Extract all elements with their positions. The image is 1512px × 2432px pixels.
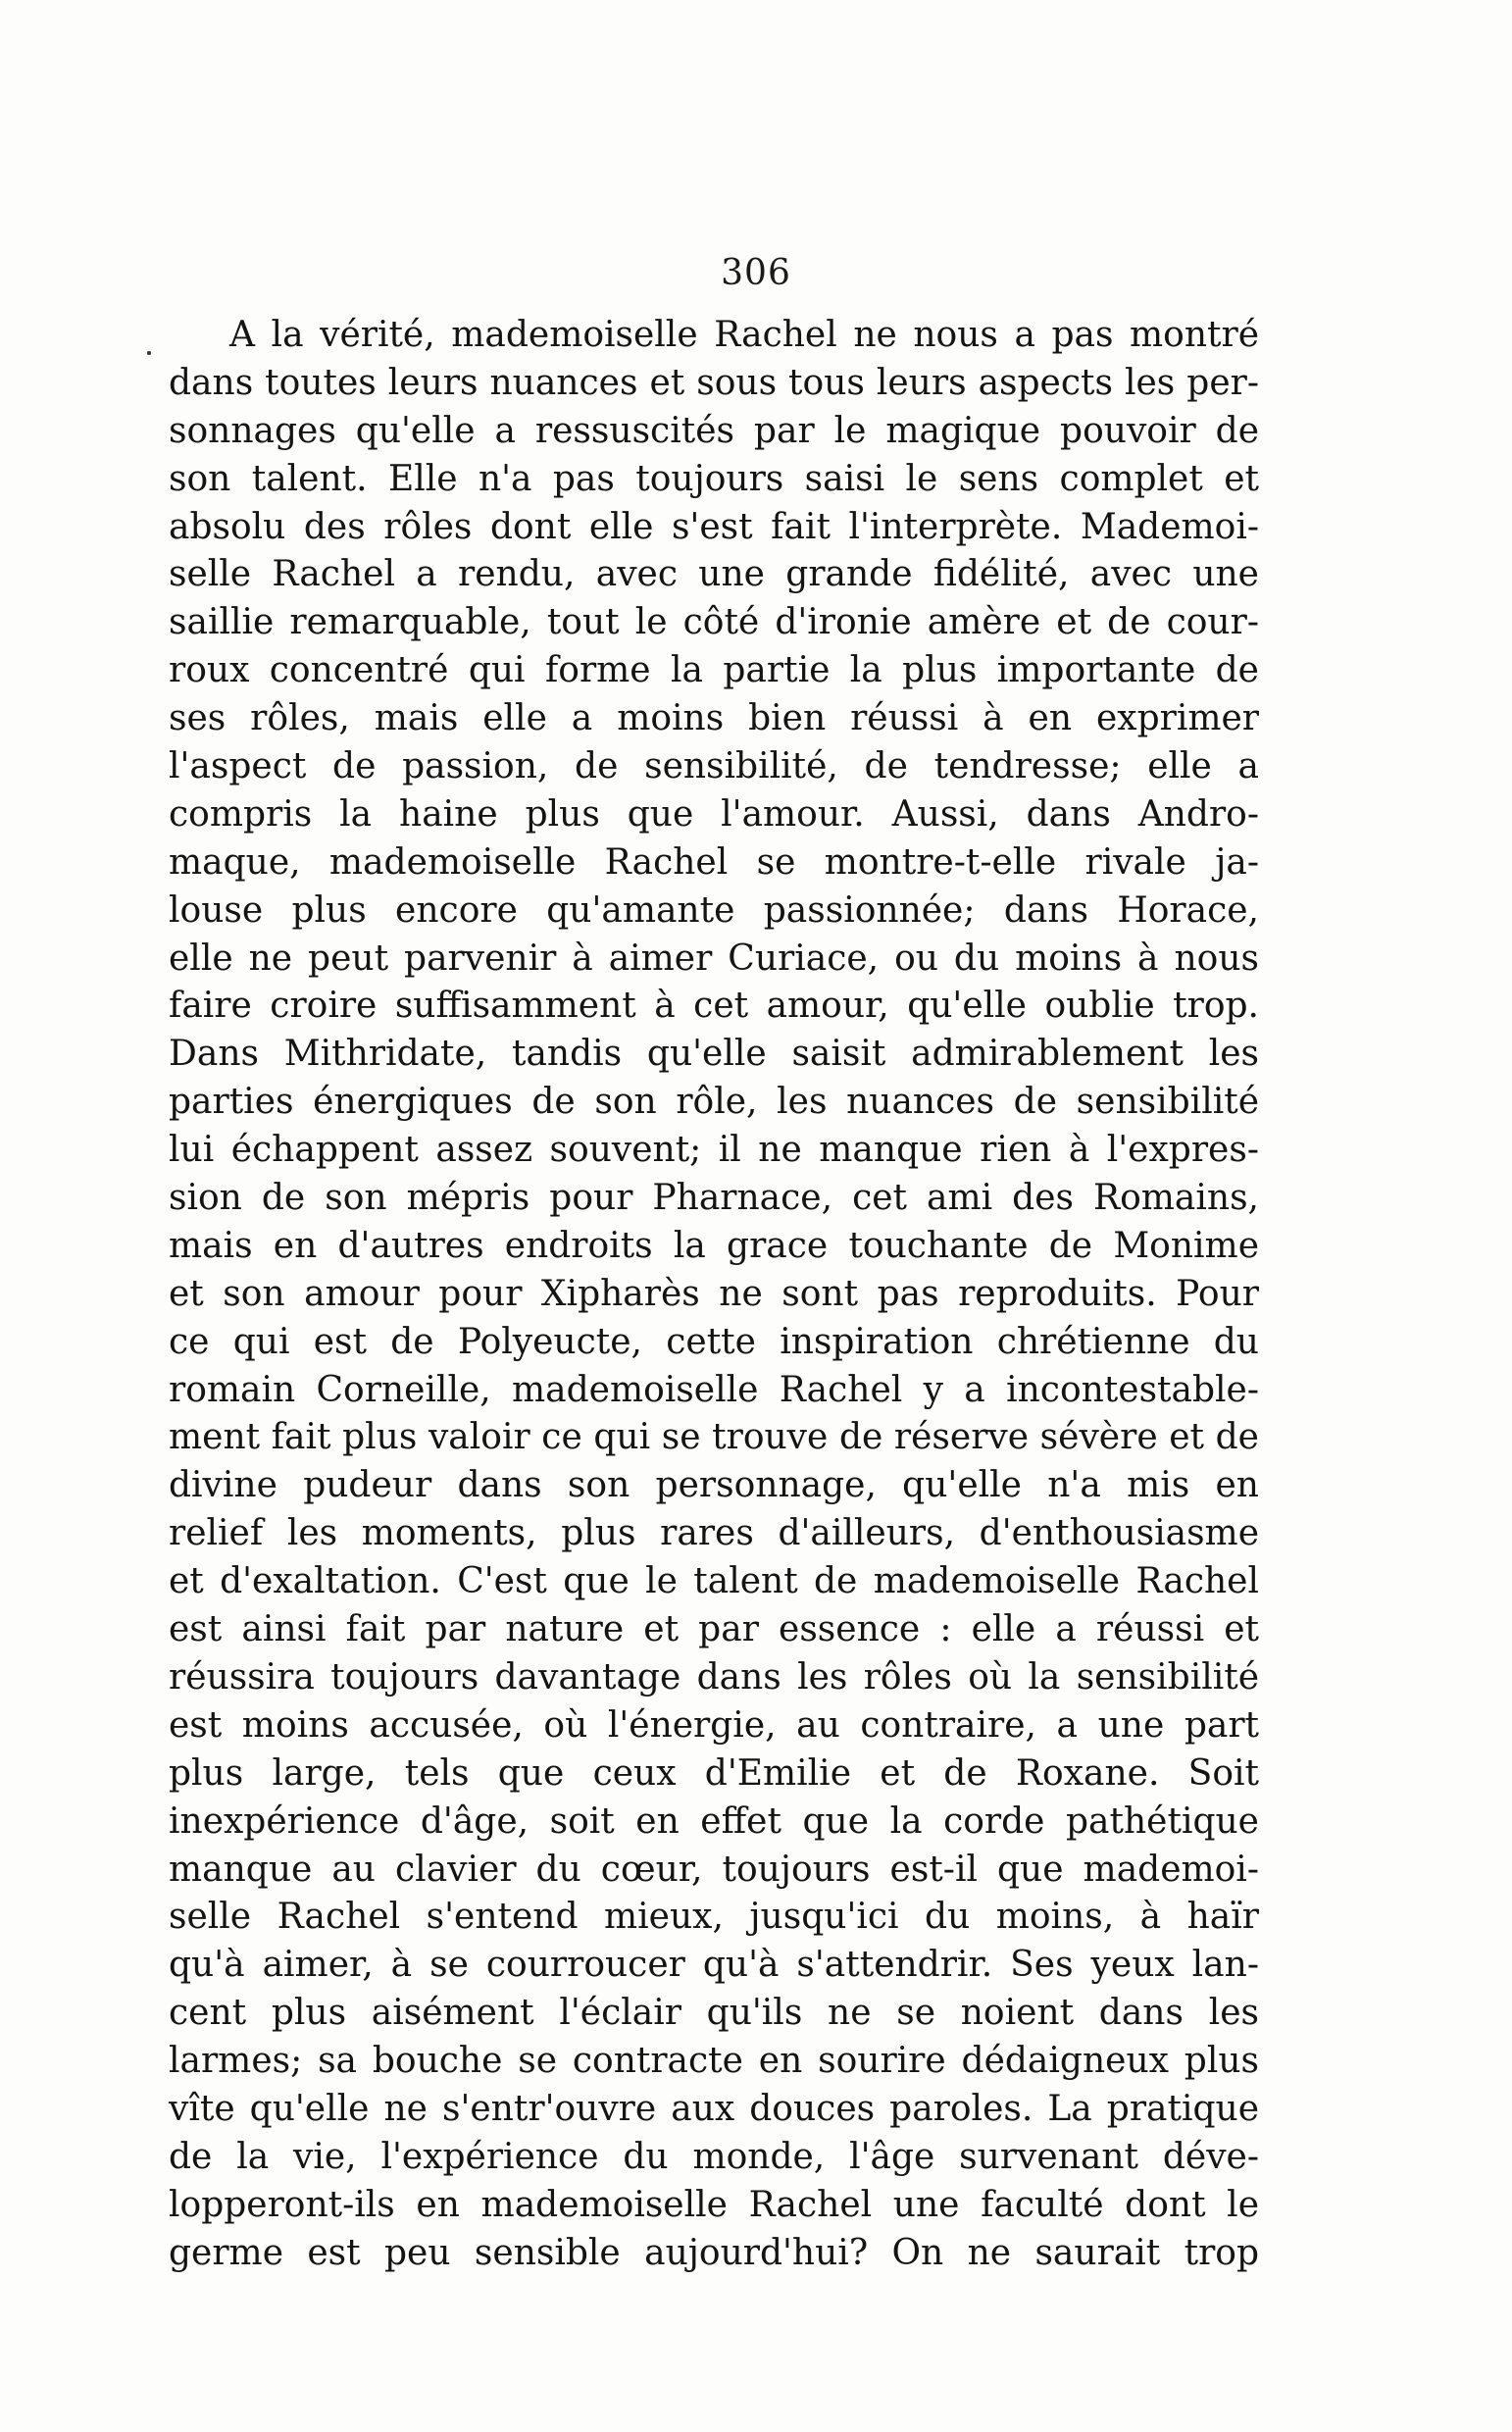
text-line: larmes; sa bouche se contracte en sourire dédaigneux plus (169, 2041, 1259, 2082)
text-line: son talent. Elle n'a pas toujours saisi le sens complet et (169, 458, 1259, 499)
page-number: 306 (721, 253, 791, 293)
text-line: relief les moments, plus rares d'ailleurs, d'enthousiasme (169, 1513, 1259, 1554)
text-line: absolu des rôles dont elle s'est fait l'interprète. Mademoi- (169, 506, 1259, 547)
text-line: et son amour pour Xipharès ne sont pas reproduits. Pour (169, 1273, 1259, 1314)
text-line: roux concentré qui forme la partie la plus importante de (169, 650, 1259, 691)
text-line: ce qui est de Polyeucte, cette inspiration chrétienne du (169, 1321, 1259, 1362)
text-line: parties énergiques de son rôle, les nuances de sensibilité (169, 1082, 1259, 1123)
text-line: réussira toujours davantage dans les rôles où la sensibilité (169, 1656, 1259, 1697)
text-line: germe est peu sensible aujourd'hui? On ne saurait trop (169, 2232, 1259, 2273)
body-text (169, 312, 1259, 2278)
text-line: mais en d'autres endroits la grace touchante de Monime (169, 1225, 1259, 1266)
ink-speck (147, 351, 151, 355)
text-line: divine pudeur dans son personnage, qu'elle n'a mis en (169, 1465, 1259, 1506)
text-line: louse plus encore qu'amante passionnée; dans Horace, (169, 889, 1259, 931)
text-line: vîte qu'elle ne s'entr'ouvre aux douces paroles. La pratique (169, 2088, 1259, 2129)
text-line: inexpérience d'âge, soit en effet que la corde pathétique (169, 1800, 1259, 1842)
text-line: faire croire suffisamment à cet amour, qu'elle oublie trop. (169, 986, 1259, 1027)
text-line: manque au clavier du cœur, toujours est-il que mademoi- (169, 1849, 1259, 1890)
text-line: saillie remarquable, tout le côté d'ironie amère et de cour- (169, 602, 1259, 643)
text-line: A la vérité, mademoiselle Rachel ne nous a pas montré (229, 315, 1259, 355)
text-line: dans toutes leurs nuances et sous tous leurs aspects les per- (169, 362, 1259, 403)
text-line: compris la haine plus que l'amour. Aussi, dans Andro- (169, 793, 1259, 835)
text-line: maque, mademoiselle Rachel se montre-t-elle rivale ja- (169, 841, 1259, 883)
text-line: de la vie, l'expérience du monde, l'âge survenant déve- (169, 2136, 1259, 2177)
text-line: lopperont-ils en mademoiselle Rachel une faculté dont le (169, 2184, 1259, 2225)
text-line: est moins accusée, où l'énergie, au contraire, a une part (169, 1704, 1259, 1746)
text-line: est ainsi fait par nature et par essence : elle a réussi et (169, 1609, 1259, 1650)
text-line: plus large, tels que ceux d'Emilie et de Roxane. Soit (169, 1752, 1259, 1794)
text-line: ment fait plus valoir ce qui se trouve de réserve sévère et de (169, 1417, 1259, 1458)
text-line: sion de son mépris pour Pharnace, cet ami des Romains, (169, 1178, 1259, 1219)
text-line: ses rôles, mais elle a moins bien réussi à en exprimer (169, 698, 1259, 739)
text-line: cent plus aisément l'éclair qu'ils ne se noient dans les (169, 1993, 1259, 2034)
text-line: selle Rachel a rendu, avec une grande fidélité, avec une (169, 554, 1259, 595)
text-line: selle Rachel s'entend mieux, jusqu'ici du moins, à haïr (169, 1897, 1259, 1938)
text-line: elle ne peut parvenir à aimer Curiace, ou du moins à nous (169, 937, 1259, 979)
text-line: Dans Mithridate, tandis qu'elle saisit admirablement les (169, 1034, 1259, 1075)
text-line: et d'exaltation. C'est que le talent de mademoiselle Rachel (169, 1561, 1259, 1602)
text-line: lui échappent assez souvent; il ne manque rien à l'expres- (169, 1130, 1259, 1171)
text-line: qu'à aimer, à se courroucer qu'à s'attendrir. Ses yeux lan- (169, 1945, 1259, 1986)
text-line: l'aspect de passion, de sensibilité, de tendresse; elle a (169, 746, 1259, 787)
text-line: sonnages qu'elle a ressuscités par le magique pouvoir de (169, 410, 1259, 451)
text-line: romain Corneille, mademoiselle Rachel y a incontestable- (169, 1369, 1259, 1410)
